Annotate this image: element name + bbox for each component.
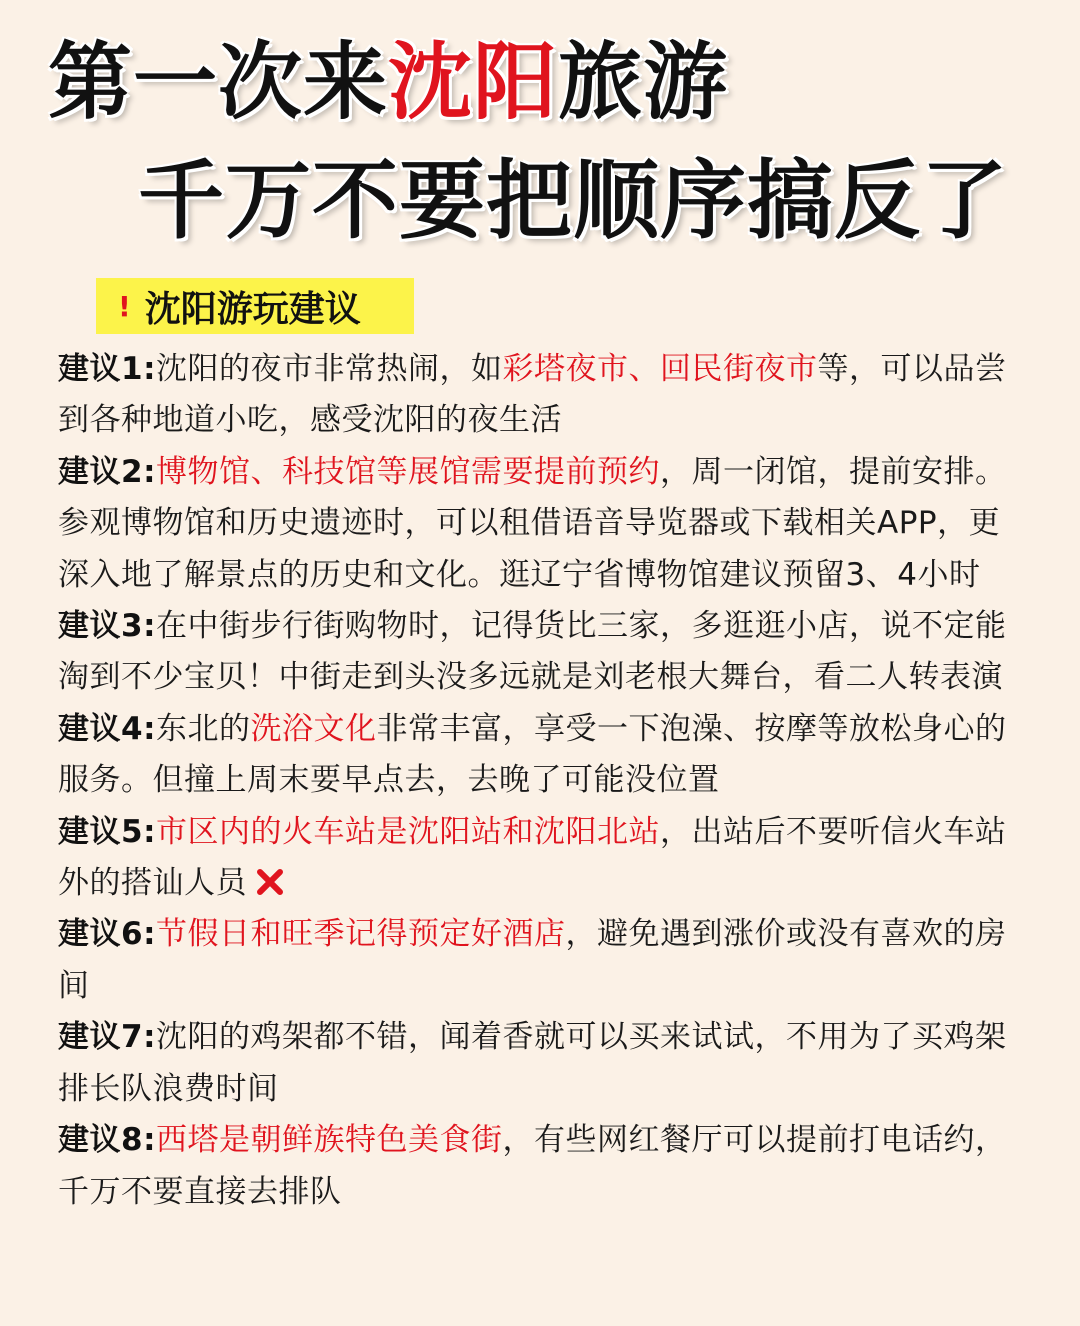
tip-label: 建议5: bbox=[58, 813, 156, 850]
exclamation-icon: ! bbox=[118, 289, 131, 323]
tip-label: 建议4: bbox=[58, 710, 156, 747]
tip-text: 沈阳的夜市非常热闹，如 bbox=[155, 351, 503, 387]
title-text-b: 旅游 bbox=[558, 33, 729, 131]
title-city-name: 沈阳 bbox=[388, 33, 559, 131]
page-title-line-1 bbox=[48, 33, 729, 131]
tip-label: 建议8: bbox=[58, 1122, 156, 1159]
tip-text: 非常丰富，享受一下泡澡、按摩等放松身心的服务。但撞上周末要早点去，去晚了可能没位置 bbox=[58, 710, 1007, 799]
cross-mark-icon bbox=[255, 867, 285, 897]
page-title-line-2: 千万不要把顺序搞反了 bbox=[138, 151, 1008, 251]
tip-highlight: 市区内的火车站是沈阳站和沈阳北站 bbox=[155, 813, 660, 850]
tip-label: 建议6: bbox=[58, 916, 156, 953]
tip-label: 建议2: bbox=[58, 453, 156, 490]
tips-list bbox=[58, 344, 1020, 1218]
tip-label: 建议3: bbox=[58, 608, 156, 645]
tip-label: 建议1: bbox=[58, 351, 156, 387]
tip-text: ，避免遇到涨价或没有喜欢的房间 bbox=[58, 916, 1007, 1004]
tip-item-4 bbox=[58, 704, 1020, 807]
tip-highlight: 彩塔夜市、回民街夜市 bbox=[502, 351, 818, 387]
tip-item-1 bbox=[58, 344, 1020, 447]
tip-text: 等，可以品尝到各种地道小吃，感受沈阳的夜生活 bbox=[58, 351, 1007, 439]
section-heading bbox=[96, 278, 414, 334]
tip-item-3 bbox=[58, 601, 1020, 704]
tip-text: ，出站后不要听信火车站外的搭讪人员 bbox=[58, 813, 1007, 902]
tip-item-6 bbox=[58, 909, 1020, 1012]
tip-text: 在中街步行街购物时，记得货比三家，多逛逛小店，说不定能淘到不少宝贝！中街走到头没多远就是刘老根大舞台，看二人转表演 bbox=[58, 608, 1007, 696]
tip-text: 东北的 bbox=[155, 710, 251, 747]
title-text-a: 第一次来 bbox=[48, 33, 389, 131]
tip-highlight: 节假日和旺季记得预定好酒店 bbox=[155, 916, 566, 953]
tip-highlight: 洗浴文化 bbox=[250, 710, 377, 747]
tip-item-5 bbox=[58, 807, 1020, 910]
tip-item-7 bbox=[58, 1012, 1020, 1115]
tip-text: ，有些网红餐厅可以提前打电话约，千万不要直接去排队 bbox=[58, 1122, 1007, 1210]
tip-text: ，周一闭馆，提前安排。参观博物馆和历史遗迹时，可以租借语音导览器或下载相关APP，更深入地了解景点的历史和文化。逛辽宁省博物馆建议预留3、4小时 bbox=[58, 453, 1007, 593]
tip-highlight: 西塔是朝鲜族特色美食街 bbox=[155, 1122, 503, 1159]
section-heading-label: 沈阳游玩建议 bbox=[144, 288, 361, 330]
tip-item-8 bbox=[58, 1115, 1020, 1218]
tip-highlight: 博物馆、科技馆等展馆需要提前预约 bbox=[155, 453, 660, 490]
tip-text: 沈阳的鸡架都不错，闻着香就可以买来试试，不用为了买鸡架排长队浪费时间 bbox=[58, 1019, 1007, 1107]
tip-item-2 bbox=[58, 447, 1020, 601]
tip-label: 建议7: bbox=[58, 1019, 156, 1056]
